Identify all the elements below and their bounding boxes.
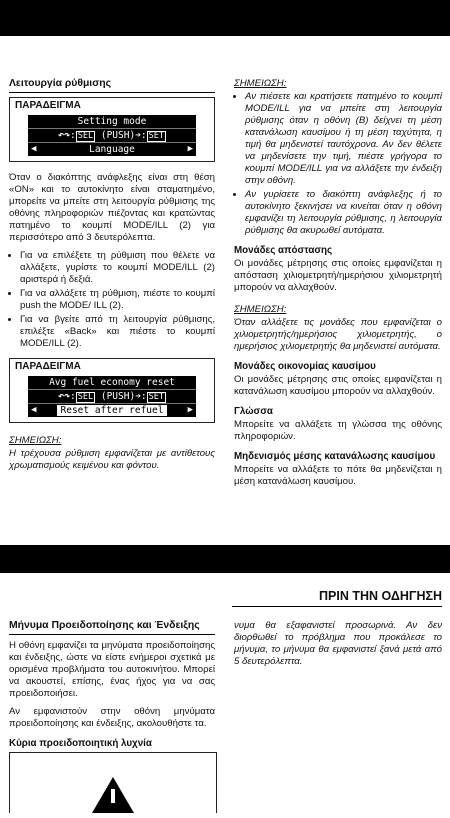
triangle-left-icon: ◀ — [31, 405, 37, 415]
warning-lamp-figure — [9, 752, 217, 813]
sel-button-label: SEL — [77, 392, 94, 402]
screen-line-top: Setting mode — [28, 115, 196, 129]
set-button-label: SET — [148, 131, 165, 141]
screen-line-controls: ↶↷: SEL (PUSH)➔: SET — [28, 129, 196, 143]
triangle-left-icon: ◀ — [31, 144, 37, 154]
distance-units-title: Μονάδες απόστασης — [234, 245, 333, 256]
rotate-arrows-icon: ↶↷ — [57, 391, 71, 402]
example-box-1 — [9, 97, 215, 162]
screen-option-highlighted: Reset after refuel — [57, 405, 168, 416]
top-black-bar — [0, 0, 450, 36]
warning-triangle-icon — [10, 753, 216, 813]
note-bullet-list — [234, 91, 442, 237]
page-separator-bar — [0, 545, 450, 573]
triangle-right-icon: ▶ — [187, 144, 193, 154]
list-item: • Αν πιέσετε και κρατήσετε πατημένο το κουμπί MODE/ILL για να μπείτε στη λειτουργία ρύθμισης όταν η οθόνη (B) δείχνει τη μέση κατανάλωση καυσίμου ή τη μέση ταχύτητα, η τιμή θα μηδενιστεί ταυτόχρονα. Αν δεν θέλετε να μηδενίσετε την τιμή, πιέστε γρήγορα το κουμπί MODE/ILL για να αλλάξετε την ένδειξη στην οθόνη. — [245, 91, 442, 187]
fuel-units-title: Μονάδες οικονομίας καυσίμου — [234, 361, 376, 372]
push-label: (PUSH) — [100, 130, 136, 141]
paragraph: Η οθόνη εμφανίζει τα μηνύματα προειδοποίησης και ένδειξης, ώστε να είστε ενήμεροι σχετικά με ορισμένα προβλήματα του αυτοκινήτου. Μπορεί να ακουστεί, επίσης, ένας ήχος για να σας προειδοποιήσει. — [9, 640, 215, 699]
fuel-reset-title: Μηδενισμός μέσης κατανάλωσης καυσίμου — [234, 451, 436, 462]
bottom-left-column — [9, 620, 215, 759]
note-heading: ΣΗΜΕΙΩΣΗ: — [234, 78, 287, 89]
fuel-reset-text: Μπορείτε να αλλάξετε το πότε θα μηδενίζεται η μέση κατανάλωση καυσίμου. — [234, 464, 442, 487]
right-column — [234, 78, 442, 494]
arrow-right-icon: ➔ — [135, 130, 141, 141]
paragraph: Όταν ο διακόπτης ανάφλεξης είναι στη θέση «ON» και το αυτοκίνητο είναι σταματημένο, μπορείτε να μπείτε στη λειτουργία ρύθμισης της οθόνης πληροφοριών πιέζοντας και κρατώντας πατημένο το κουμπί MODE/ILL (2) για περισσότερο από 3 δευτερόλεπτα. — [9, 172, 215, 243]
section-header: ΠΡΙΝ ΤΗΝ ΟΔΗΓΗΣΗ — [232, 589, 442, 607]
push-label: (PUSH) — [100, 391, 136, 402]
master-warning-title: Κύρια προειδοποιητική λυχνία — [9, 738, 215, 753]
display-screen-2 — [28, 376, 196, 417]
language-text: Μπορείτε να αλλάξετε τη γλώσσα της οθόνης πληροφοριών. — [234, 419, 442, 442]
example-box-2 — [9, 358, 215, 423]
display-screen-1 — [28, 115, 196, 156]
note-text: Η τρέχουσα ρύθμιση εμφανίζεται με αντίθετους χρωματισμούς κειμένου και φόντου. — [9, 448, 215, 471]
screen-line-bottom — [28, 404, 196, 417]
note-heading: ΣΗΜΕΙΩΣΗ: — [234, 304, 287, 315]
example-label: ΠΑΡΑΔΕΙΓΜΑ — [15, 361, 81, 372]
note-heading: ΣΗΜΕΙΩΣΗ: — [9, 435, 62, 446]
screen-line-bottom — [28, 143, 196, 156]
list-item: • Για να βγείτε από τη λειτουργία ρύθμισης, επιλέξτε «Back» και πιέστε το κουμπί MODE/ILL (2). — [20, 314, 215, 350]
bottom-right-column — [234, 620, 442, 668]
distance-units-text: Οι μονάδες μέτρησης στις οποίες εμφανίζεται η απόσταση χιλιομετρητή/ημερήσιου χιλιομετρητή μπορούν να αλλαχθούν. — [234, 258, 442, 293]
list-item: • Αν γυρίσετε το διακόπτη ανάφλεξης ή το αυτοκίνητο ξεκινήσει να κινείται όταν η οθόνη εμφανίζει τη λειτουργία ρύθμισης, η λειτουργία ρύθμισης θα ακυρωθεί αυτόματα. — [245, 189, 442, 237]
note-text: Όταν αλλάξετε τις μονάδες που εμφανίζεται ο χιλιομετρητής/ημερήσιος χιλιομετρητής, ο ημερήσιος χιλιομετρητής θα μηδενιστεί αυτόματα. — [234, 317, 442, 352]
triangle-right-icon: ▶ — [187, 405, 193, 415]
setting-mode-title: Λειτουργία ρύθμισης — [9, 78, 215, 93]
language-title: Γλώσσα — [234, 406, 273, 417]
sel-button-label: SEL — [77, 131, 94, 141]
set-button-label: SET — [148, 392, 165, 402]
fuel-units-text: Οι μονάδες μέτρησης στις οποίες εμφανίζεται η κατανάλωση καυσίμου μπορούν να αλλαχθούν. — [234, 374, 442, 397]
screen-option-text: Language — [89, 144, 135, 155]
bullet-list — [9, 250, 215, 350]
warning-message-title: Μήνυμα Προειδοποίησης και Ένδειξης — [9, 620, 215, 635]
list-item: • Για να αλλάξετε τη ρύθμιση, πιέστε το κουμπί push the MODE/ ILL (2). — [20, 288, 215, 312]
list-item: • Για να επιλέξετε τη ρύθμιση που θέλετε να αλλάξετε, γυρίστε το κουμπί MODE/ILL (2) αριστερά ή δεξιά. — [20, 250, 215, 286]
screen-line-top: Avg fuel economy reset — [28, 376, 196, 390]
paragraph: Αν εμφανιστούν στην οθόνη μηνύματα προειδοποίησης και ένδειξης, ακολουθήστε τα. — [9, 706, 215, 729]
screen-line-controls: ↶↷: SEL (PUSH)➔: SET — [28, 390, 196, 404]
rotate-arrows-icon: ↶↷ — [57, 130, 71, 141]
example-label: ΠΑΡΑΔΕΙΓΜΑ — [15, 100, 81, 111]
left-column — [9, 78, 215, 478]
arrow-right-icon: ➔ — [135, 391, 141, 402]
continued-text: νυμα θα εξαφανιστεί προσωρινά. Αν δεν διορθωθεί το πρόβλημα που προκάλεσε το μήνυμα, το μήνυμα θα εμφανιστεί ξανά μετά από 5 δευτερόλεπτα. — [234, 620, 442, 667]
